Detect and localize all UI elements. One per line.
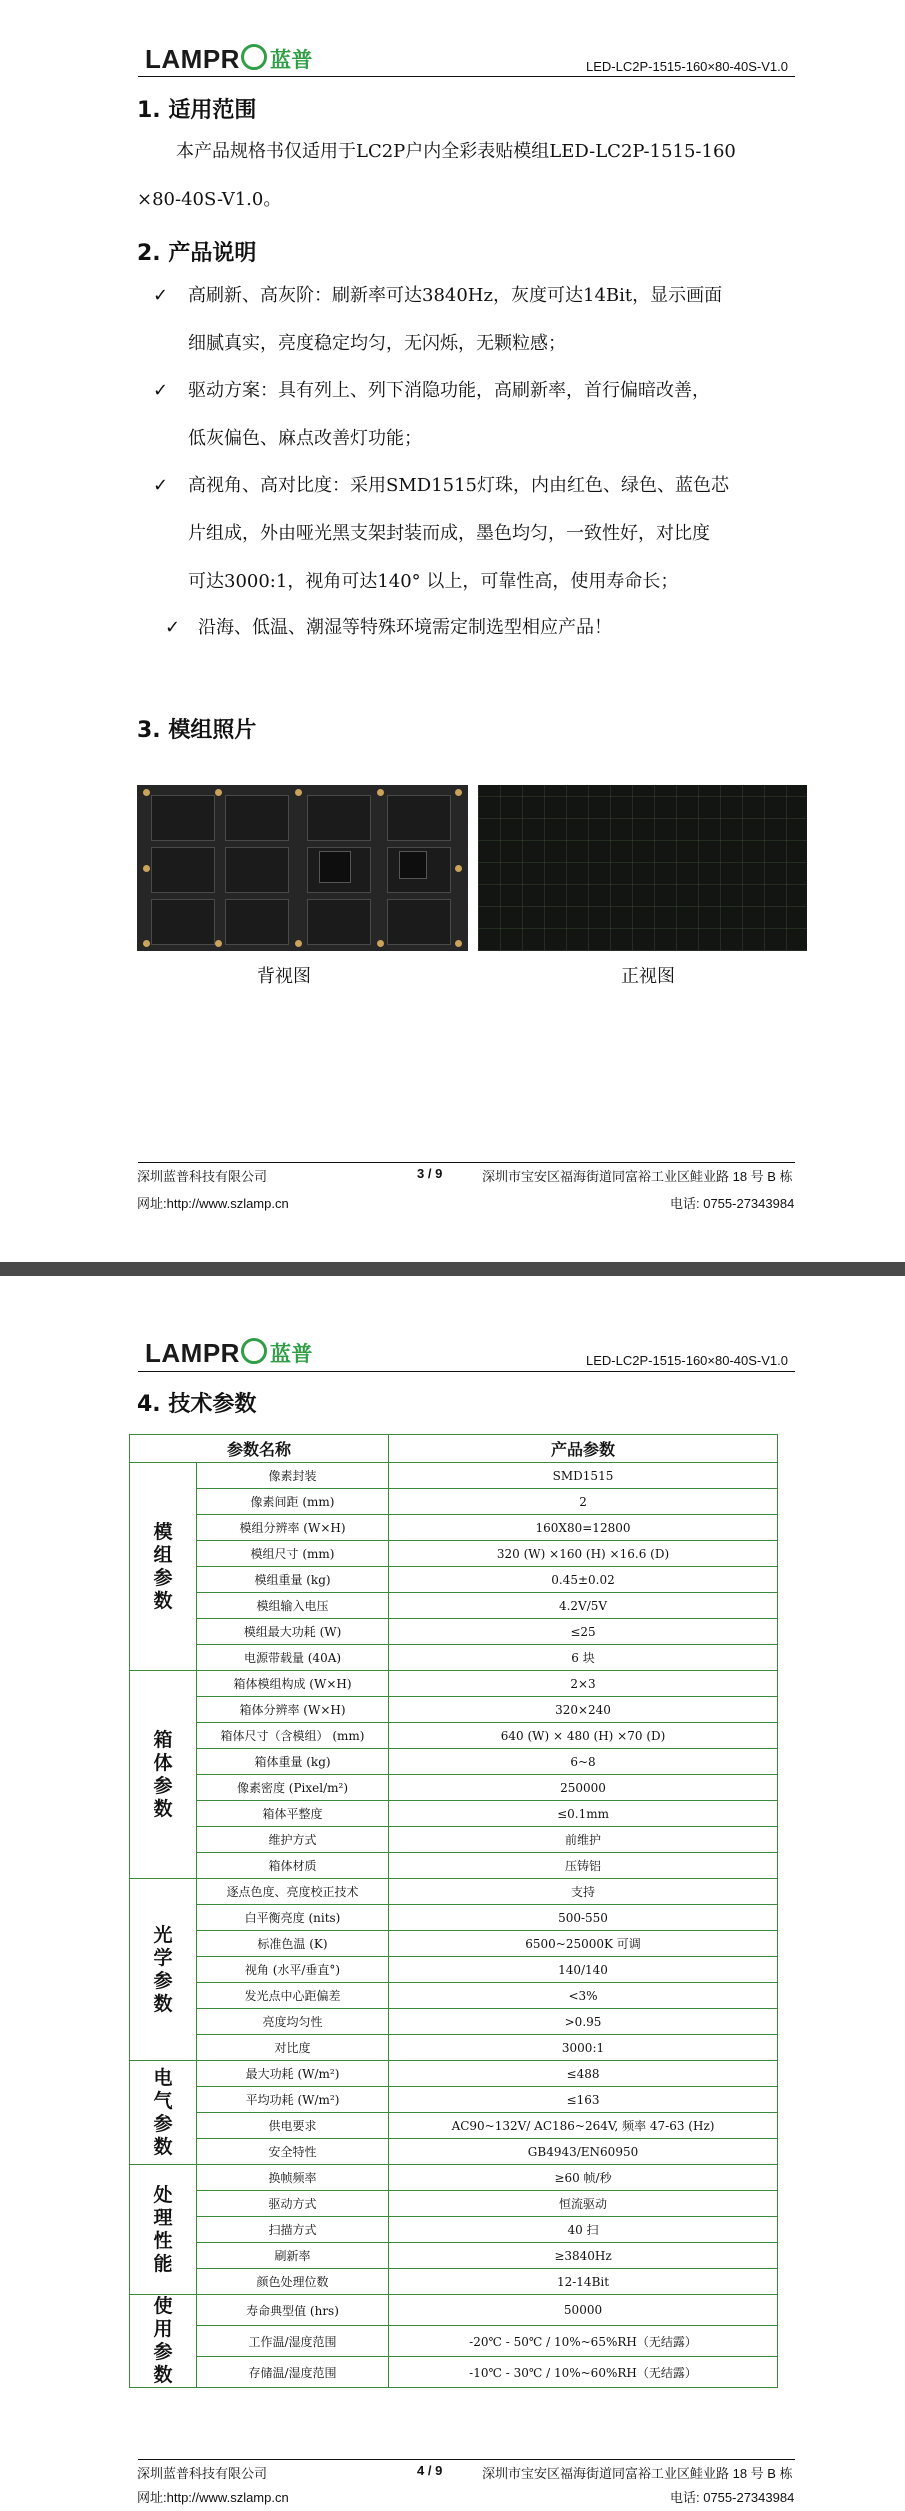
group-label: 模组参数 xyxy=(130,1463,197,1671)
param-value-cell: 恒流驱动 xyxy=(389,2191,778,2217)
param-name-cell: 像素密度 (Pixel/m²) xyxy=(197,1775,389,1801)
param-name-cell: 模组分辨率 (W×H) xyxy=(197,1515,389,1541)
footer-phone: 电话: 0755-27343984 xyxy=(670,2490,795,2505)
table-row xyxy=(130,1541,778,1567)
table-row xyxy=(130,1931,778,1957)
param-name-cell: 最大功耗 (W/m²) xyxy=(197,2061,389,2087)
param-name-cell: 逐点色度、亮度校正技术 xyxy=(197,1879,389,1905)
param-value-cell: -20℃ - 50℃ / 10%~65%RH（无结露） xyxy=(389,2326,778,2357)
param-value-cell: <3% xyxy=(389,1983,778,2009)
param-value-cell: 40 扫 xyxy=(389,2217,778,2243)
param-name-cell: 模组重量 (kg) xyxy=(197,1567,389,1593)
param-value-cell: 640 (W) × 480 (H) ×70 (D) xyxy=(389,1723,778,1749)
param-name-cell: 颜色处理位数 xyxy=(197,2269,389,2295)
param-value-cell: 支持 xyxy=(389,1879,778,1905)
spec-page-4 xyxy=(0,1276,905,2511)
section-2-title: 2. 产品说明 xyxy=(137,241,257,266)
param-value-cell: ≤163 xyxy=(389,2087,778,2113)
module-front-photo xyxy=(478,785,807,951)
param-value-cell: 320×240 xyxy=(389,1697,778,1723)
param-name-cell: 驱动方式 xyxy=(197,2191,389,2217)
check-icon: ✓ xyxy=(165,617,181,638)
section-3-title: 3. 模组照片 xyxy=(137,718,257,743)
doc-id: LED-LC2P-1515-160×80-40S-V1.0 xyxy=(586,59,788,74)
param-name-cell: 模组最大功耗 (W) xyxy=(197,1619,389,1645)
param-name-cell: 平均功耗 (W/m²) xyxy=(197,2087,389,2113)
col-header-value: 产品参数 xyxy=(389,1435,778,1463)
group-label: 使用参数 xyxy=(130,2295,197,2388)
table-row xyxy=(130,1775,778,1801)
bullet-2-line-1: 驱动方案：具有列上、列下消隐功能，高刷新率，首行偏暗改善， xyxy=(188,380,710,401)
table-row xyxy=(130,1671,778,1697)
param-value-cell: 3000:1 xyxy=(389,2035,778,2061)
param-value-cell: 160X80=12800 xyxy=(389,1515,778,1541)
section-1-line-2: ×80-40S-V1.0。 xyxy=(137,189,282,210)
bullet-4-line-1: 沿海、低温、潮湿等特殊环境需定制选型相应产品！ xyxy=(198,617,612,638)
col-header-name: 参数名称 xyxy=(130,1435,389,1463)
table-row xyxy=(130,2061,778,2087)
param-value-cell: 6 块 xyxy=(389,1645,778,1671)
table-row xyxy=(130,1619,778,1645)
table-row xyxy=(130,2326,778,2357)
table-row xyxy=(130,1567,778,1593)
param-value-cell: 压铸铝 xyxy=(389,1853,778,1879)
group-label: 光学参数 xyxy=(130,1879,197,2061)
param-value-cell: ≥60 帧/秒 xyxy=(389,2165,778,2191)
param-name-cell: 视角 (水平/垂直°) xyxy=(197,1957,389,1983)
group-label: 箱体参数 xyxy=(130,1671,197,1879)
param-name-cell: 箱体分辨率 (W×H) xyxy=(197,1697,389,1723)
param-name-cell: 像素间距 (mm) xyxy=(197,1489,389,1515)
check-icon: ✓ xyxy=(153,285,169,306)
footer-website: 网址:http://www.szlamp.cn xyxy=(137,1196,289,1211)
table-row xyxy=(130,1905,778,1931)
table-row xyxy=(130,1749,778,1775)
param-value-cell: 500-550 xyxy=(389,1905,778,1931)
param-name-cell: 电源带载量 (40A) xyxy=(197,1645,389,1671)
param-value-cell: ≥3840Hz xyxy=(389,2243,778,2269)
param-value-cell: 50000 xyxy=(389,2295,778,2326)
section-1-line-1: 本产品规格书仅适用于LC2P户内全彩表贴模组LED-LC2P-1515-160 xyxy=(176,141,736,162)
footer-company: 深圳蓝普科技有限公司 xyxy=(137,1169,268,1184)
footer-website: 网址:http://www.szlamp.cn xyxy=(137,2490,289,2505)
page-separator xyxy=(0,1262,905,1276)
param-value-cell: GB4943/EN60950 xyxy=(389,2139,778,2165)
footer-rule xyxy=(138,1162,795,1163)
footer-page-number: 3 / 9 xyxy=(417,1166,443,1181)
footer-rule xyxy=(138,2459,795,2460)
param-value-cell: 0.45±0.02 xyxy=(389,1567,778,1593)
table-row xyxy=(130,1593,778,1619)
check-icon: ✓ xyxy=(153,380,169,401)
param-value-cell: >0.95 xyxy=(389,2009,778,2035)
param-name-cell: 换帧频率 xyxy=(197,2165,389,2191)
section-4-title: 4. 技术参数 xyxy=(137,1392,257,1417)
doc-id: LED-LC2P-1515-160×80-40S-V1.0 xyxy=(586,1353,788,1368)
param-value-cell: 2 xyxy=(389,1489,778,1515)
table-row xyxy=(130,2357,778,2388)
bullet-3-line-2: 片组成，外由哑光黑支架封装而成，墨色均匀，一致性好，对比度 xyxy=(188,523,710,544)
param-name-cell: 标准色温 (K) xyxy=(197,1931,389,1957)
param-value-cell: 6~8 xyxy=(389,1749,778,1775)
param-name-cell: 寿命典型值 (hrs) xyxy=(197,2295,389,2326)
bullet-2-line-2: 低灰偏色、麻点改善灯功能； xyxy=(188,428,422,449)
param-value-cell: 6500~25000K 可调 xyxy=(389,1931,778,1957)
table-row xyxy=(130,1801,778,1827)
bullet-1-line-1: 高刷新、高灰阶：刷新率可达3840Hz，灰度可达14Bit，显示画面 xyxy=(188,285,723,306)
param-value-cell: 140/140 xyxy=(389,1957,778,1983)
tech-spec-table xyxy=(129,1434,778,2388)
table-row xyxy=(130,2269,778,2295)
table-row xyxy=(130,1489,778,1515)
table-row xyxy=(130,2087,778,2113)
param-value-cell: 320 (W) ×160 (H) ×16.6 (D) xyxy=(389,1541,778,1567)
group-label: 处理性能 xyxy=(130,2165,197,2295)
param-name-cell: 模组输入电压 xyxy=(197,1593,389,1619)
param-value-cell: ≤0.1mm xyxy=(389,1801,778,1827)
lampro-logo: LAMPR 蓝普 xyxy=(145,44,313,74)
table-row xyxy=(130,2165,778,2191)
logo-ring-icon xyxy=(241,44,267,70)
param-name-cell: 安全特性 xyxy=(197,2139,389,2165)
footer-page-number: 4 / 9 xyxy=(417,2463,443,2478)
param-name-cell: 像素封装 xyxy=(197,1463,389,1489)
footer-phone: 电话: 0755-27343984 xyxy=(670,1196,795,1211)
caption-front-view: 正视图 xyxy=(621,966,675,987)
param-value-cell: 250000 xyxy=(389,1775,778,1801)
table-row xyxy=(130,1983,778,2009)
check-icon: ✓ xyxy=(153,475,169,496)
logo-ring-icon xyxy=(241,1338,267,1364)
param-value-cell: 2×3 xyxy=(389,1671,778,1697)
header-rule xyxy=(138,1371,795,1372)
footer-address: 深圳市宝安区福海街道同富裕工业区鲑业路 18 号 B 栋 xyxy=(482,2466,793,2481)
table-row xyxy=(130,2035,778,2061)
table-row xyxy=(130,1645,778,1671)
table-row xyxy=(130,1697,778,1723)
group-label: 电气参数 xyxy=(130,2061,197,2165)
table-row xyxy=(130,1957,778,1983)
param-name-cell: 白平衡亮度 (nits) xyxy=(197,1905,389,1931)
param-name-cell: 箱体尺寸（含模组） (mm) xyxy=(197,1723,389,1749)
table-row xyxy=(130,1827,778,1853)
param-name-cell: 亮度均匀性 xyxy=(197,2009,389,2035)
table-row xyxy=(130,2139,778,2165)
table-row xyxy=(130,1515,778,1541)
table-row xyxy=(130,1853,778,1879)
bullet-1-line-2: 细腻真实，亮度稳定均匀，无闪烁，无颗粒感； xyxy=(188,333,566,354)
param-value-cell: ≤25 xyxy=(389,1619,778,1645)
param-value-cell: AC90~132V/ AC186~264V, 频率 47-63 (Hz) xyxy=(389,2113,778,2139)
param-name-cell: 扫描方式 xyxy=(197,2217,389,2243)
param-name-cell: 发光点中心距偏差 xyxy=(197,1983,389,2009)
param-name-cell: 箱体材质 xyxy=(197,1853,389,1879)
bullet-3-line-3: 可达3000:1，视角可达140° 以上，可靠性高，使用寿命长； xyxy=(188,571,679,592)
header-rule xyxy=(138,76,795,77)
table-row xyxy=(130,1723,778,1749)
footer-address: 深圳市宝安区福海街道同富裕工业区鲑业路 18 号 B 栋 xyxy=(482,1169,793,1184)
param-name-cell: 刷新率 xyxy=(197,2243,389,2269)
section-1-title: 1. 适用范围 xyxy=(137,98,257,123)
lampro-logo: LAMPR 蓝普 xyxy=(145,1338,313,1368)
footer-company: 深圳蓝普科技有限公司 xyxy=(137,2466,268,2481)
param-name-cell: 存储温/湿度范围 xyxy=(197,2357,389,2388)
table-row xyxy=(130,2295,778,2326)
param-name-cell: 箱体模组构成 (W×H) xyxy=(197,1671,389,1697)
param-value-cell: 12-14Bit xyxy=(389,2269,778,2295)
table-row xyxy=(130,1879,778,1905)
table-row xyxy=(130,2243,778,2269)
table-header-row xyxy=(130,1435,778,1463)
table-row xyxy=(130,2217,778,2243)
param-name-cell: 维护方式 xyxy=(197,1827,389,1853)
param-name-cell: 箱体平整度 xyxy=(197,1801,389,1827)
table-row xyxy=(130,1463,778,1489)
param-value-cell: SMD1515 xyxy=(389,1463,778,1489)
table-row xyxy=(130,2191,778,2217)
param-name-cell: 箱体重量 (kg) xyxy=(197,1749,389,1775)
param-value-cell: 4.2V/5V xyxy=(389,1593,778,1619)
bullet-3-line-1: 高视角、高对比度：采用SMD1515灯珠，内由红色、绿色、蓝色芯 xyxy=(188,475,729,496)
param-value-cell: ≤488 xyxy=(389,2061,778,2087)
caption-back-view: 背视图 xyxy=(257,966,311,987)
param-name-cell: 工作温/湿度范围 xyxy=(197,2326,389,2357)
table-row xyxy=(130,2009,778,2035)
param-name-cell: 对比度 xyxy=(197,2035,389,2061)
param-value-cell: 前维护 xyxy=(389,1827,778,1853)
param-name-cell: 模组尺寸 (mm) xyxy=(197,1541,389,1567)
module-back-photo xyxy=(137,785,468,951)
param-value-cell: -10℃ - 30℃ / 10%~60%RH（无结露） xyxy=(389,2357,778,2388)
table-row xyxy=(130,2113,778,2139)
param-name-cell: 供电要求 xyxy=(197,2113,389,2139)
